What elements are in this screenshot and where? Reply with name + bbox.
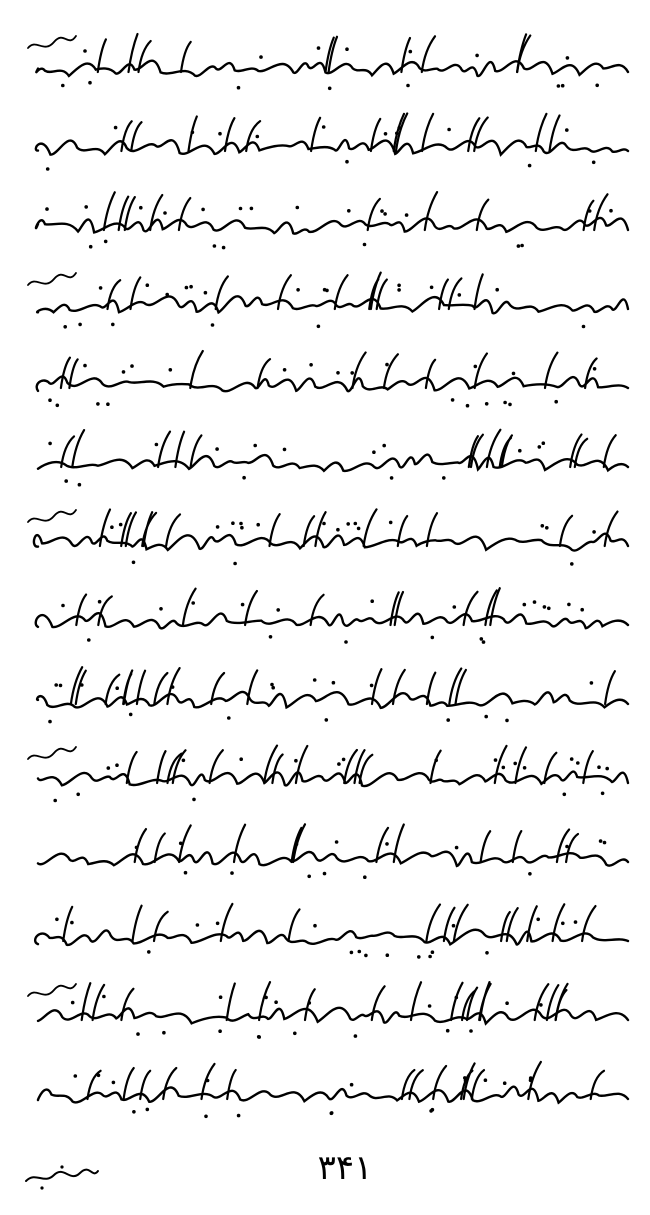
page-number: ۳۴۱	[317, 1148, 373, 1188]
handwritten-line-9	[22, 660, 634, 730]
handwritten-line-7	[22, 502, 634, 572]
handwritten-line-14	[22, 1055, 634, 1125]
handwritten-line-10	[22, 739, 634, 809]
handwritten-line-6	[22, 423, 634, 493]
handwritten-line-3	[22, 186, 634, 256]
manuscript-body	[22, 28, 634, 1133]
handwritten-line-2	[22, 107, 634, 177]
handwritten-line-11	[22, 818, 634, 888]
handwritten-line-12	[22, 897, 634, 967]
handwritten-line-13	[22, 976, 634, 1046]
handwritten-line-8	[22, 581, 634, 651]
handwritten-line-4	[22, 265, 634, 335]
page-footer	[0, 1135, 650, 1205]
catchword-handwriting	[22, 1161, 102, 1191]
handwritten-line-1	[22, 28, 634, 98]
handwritten-line-5	[22, 344, 634, 414]
